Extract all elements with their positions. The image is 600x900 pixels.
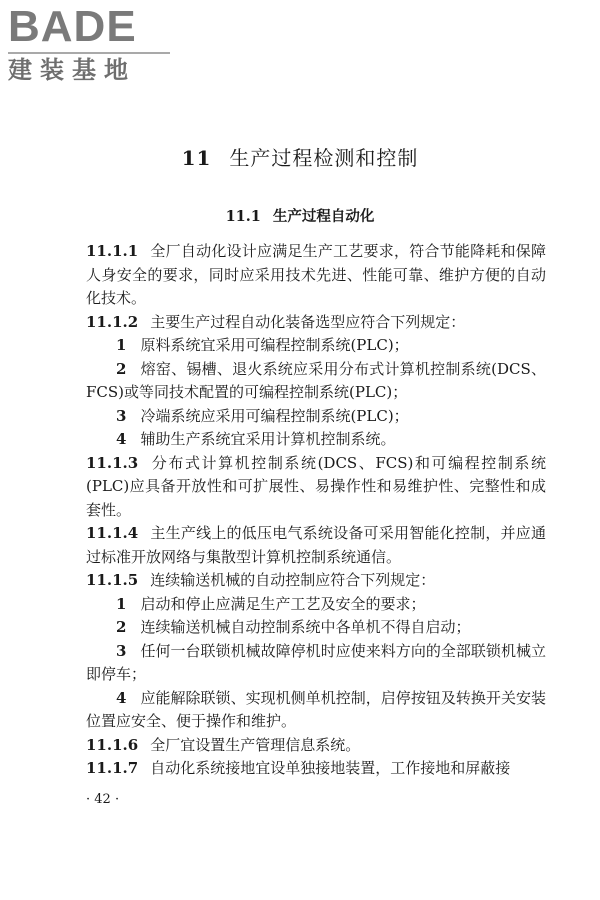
logo-subtitle: 建装基地 xyxy=(8,56,136,84)
item-text: 原料系统宜采用可编程控制系统(PLC)； xyxy=(140,336,409,354)
chapter-number: 11 xyxy=(181,146,212,170)
clause-11-1-2 xyxy=(86,311,546,335)
item-number: 1 xyxy=(116,594,127,613)
item-number: 3 xyxy=(116,641,127,660)
item-number: 4 xyxy=(116,688,127,707)
section-number: 11.1 xyxy=(225,208,261,225)
clause-11-1-6 xyxy=(86,734,546,758)
list-item xyxy=(86,687,546,734)
list-item xyxy=(86,640,546,687)
item-text: 熔窑、锡槽、退火系统应采用分布式计算机控制系统(DCS、FCS)或等同技术配置的可编程控制系统(PLC)； xyxy=(86,359,546,401)
clause-text: 分布式计算机控制系统(DCS、FCS)和可编程控制系统(PLC)应具备开放性和可扩展性、易操作性和易维护性、完整性和成套性。 xyxy=(86,453,546,519)
list-item xyxy=(86,334,546,358)
list-item xyxy=(86,358,546,405)
clause-number: 11.1.4 xyxy=(86,524,139,542)
item-number: 1 xyxy=(116,336,127,354)
clause-text: 连续输送机械的自动控制应符合下列规定： xyxy=(150,571,436,589)
chapter-title-text: 生产过程检测和控制 xyxy=(229,146,419,170)
clause-number: 11.1.7 xyxy=(86,759,139,777)
clause-11-1-1 xyxy=(86,240,546,311)
item-text: 冷端系统应采用可编程控制系统(PLC)； xyxy=(140,406,409,425)
clause-text: 全厂自动化设计应满足生产工艺要求，符合节能降耗和保障人身安全的要求，同时应采用技术先进、性能可靠、维护方便的自动化技术。 xyxy=(86,242,546,307)
section-title xyxy=(0,206,600,228)
list-item xyxy=(86,616,546,640)
clause-text: 自动化系统接地宜设单独接地装置，工作接地和屏蔽接 xyxy=(150,759,511,777)
clause-text: 主要生产过程自动化装备选型应符合下列规定： xyxy=(150,312,466,331)
clause-text: 全厂宜设置生产管理信息系统。 xyxy=(150,735,361,754)
item-text: 辅助生产系统宜采用计算机控制系统。 xyxy=(140,430,396,448)
clause-11-1-3 xyxy=(86,452,546,523)
page-body xyxy=(86,240,546,781)
logo-divider xyxy=(8,52,170,54)
item-number: 2 xyxy=(116,618,127,636)
clause-11-1-4 xyxy=(86,522,546,569)
clause-text: 主生产线上的低压电气系统设备可采用智能化控制，并应通过标准开放网络与集散型计算机控制系统通信。 xyxy=(86,524,546,566)
clause-number: 11.1.5 xyxy=(86,571,139,589)
logo-wordmark: BADE xyxy=(8,2,137,51)
item-number: 3 xyxy=(116,406,127,425)
section-title-text: 生产过程自动化 xyxy=(272,208,375,225)
item-text: 任何一台联锁机械故障停机时应使来料方向的全部联锁机械立即停车； xyxy=(86,641,546,683)
clause-11-1-5 xyxy=(86,569,546,593)
chapter-title xyxy=(0,144,600,172)
bade-logo xyxy=(8,4,178,86)
clause-number: 11.1.1 xyxy=(86,242,139,260)
item-text: 应能解除联锁、实现机侧单机控制，启停按钮及转换开关安装位置应安全、便于操作和维护。 xyxy=(86,688,546,730)
clause-11-1-7 xyxy=(86,757,546,781)
clause-number: 11.1.6 xyxy=(86,735,139,754)
clause-number: 11.1.3 xyxy=(86,453,139,472)
list-item xyxy=(86,405,546,429)
page-number: · 42 · xyxy=(86,792,120,807)
list-item xyxy=(86,428,546,452)
item-number: 4 xyxy=(116,430,127,448)
list-item xyxy=(86,593,546,617)
item-text: 连续输送机械自动控制系统中各单机不得自启动； xyxy=(140,618,471,636)
item-number: 2 xyxy=(116,359,127,378)
item-text: 启动和停止应满足生产工艺及安全的要求； xyxy=(140,594,426,613)
clause-number: 11.1.2 xyxy=(86,312,139,331)
